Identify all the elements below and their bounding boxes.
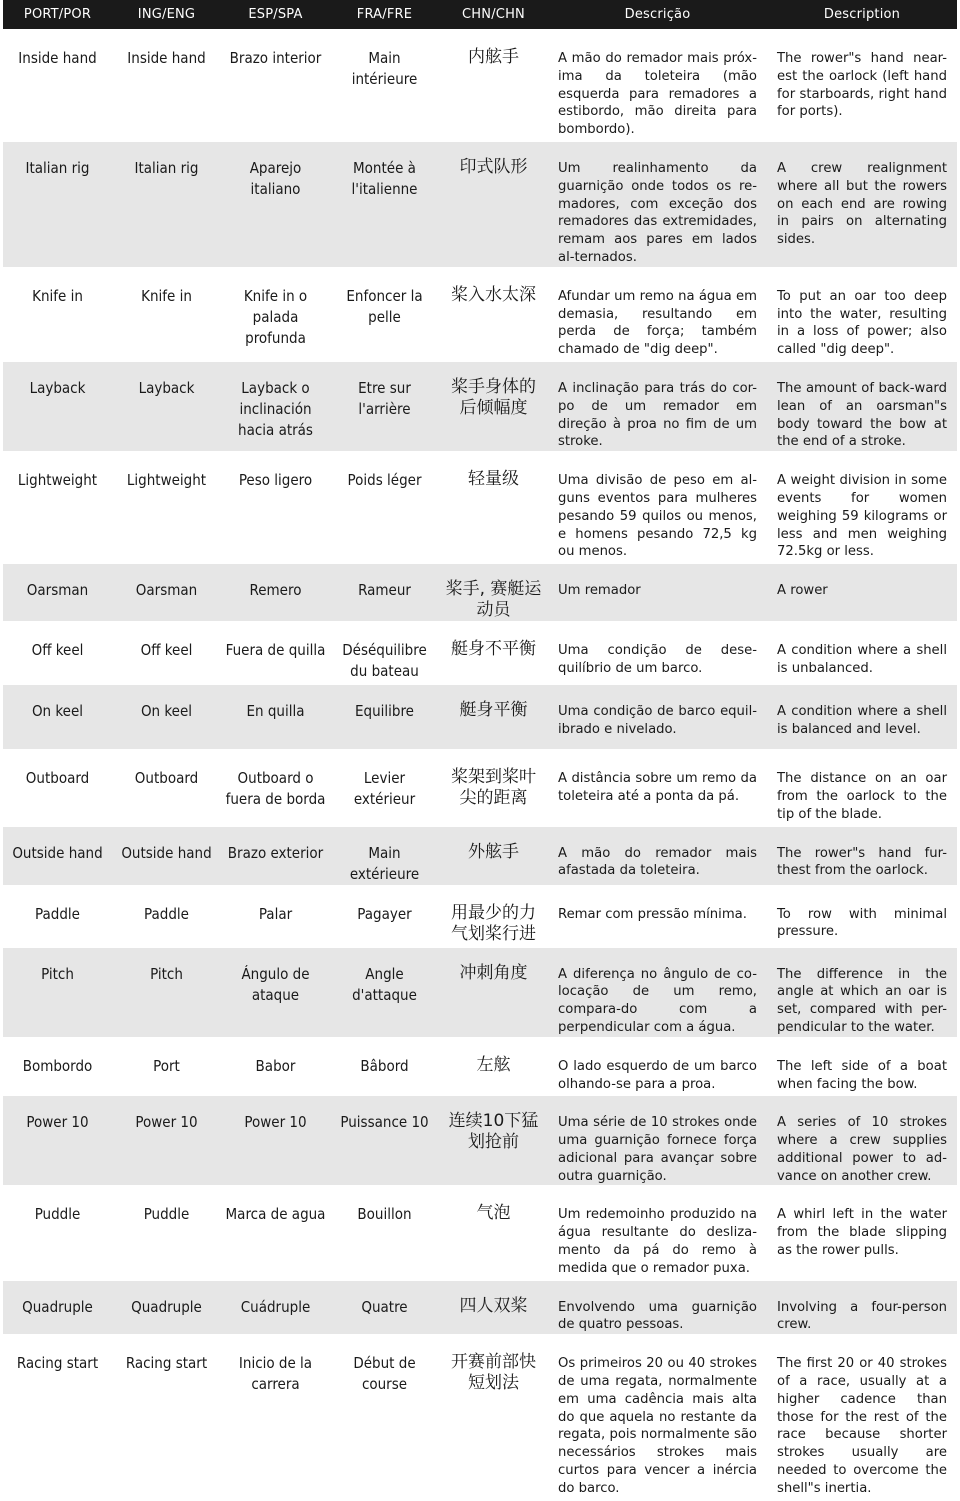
term-por: Racing start	[3, 1336, 112, 1499]
term-eng: Off keel	[112, 623, 221, 684]
term-chn: 艇身平衡	[439, 684, 548, 751]
description-pt: Uma divisão de peso em al-guns eventos para mulheres pesando 59 quilos ou menos, e homens pesando 72,5 kg ou menos.	[548, 453, 767, 563]
description-en: The amount of back-ward lean of an oarsman"s body toward the bow at the end of a stroke.	[767, 360, 957, 452]
description-pt: A diferença no ângulo de co-locação de um remo, compara-do com a perpendicular com a água.	[548, 946, 767, 1038]
term-por: Lightweight	[3, 453, 112, 563]
term-spa: Outboard o fuera de borda	[221, 751, 330, 825]
term-chn: 开赛前部快短划法	[439, 1336, 548, 1499]
term-spa: Layback o inclinación hacia atrás	[221, 360, 330, 452]
term-por: Knife in	[3, 268, 112, 360]
term-eng: Power 10	[112, 1095, 221, 1187]
term-spa: Fuera de quilla	[221, 623, 330, 684]
description-pt: Envolvendo uma guarnição de quatro pessoas.	[548, 1279, 767, 1336]
term-fra: Pagayer	[330, 886, 439, 946]
term-eng: Layback	[112, 360, 221, 452]
term-eng: Lightweight	[112, 453, 221, 563]
term-chn: 四人双桨	[439, 1279, 548, 1336]
description-pt: A mão do remador mais afastada da toleteira.	[548, 825, 767, 886]
header-spa: ESP/SPA	[221, 0, 330, 31]
description-en: To put an oar too deep into the water, resulting in a loss of power; also called "dig deep".	[767, 268, 957, 360]
description-en: A condition where a shell is balanced and level.	[767, 684, 957, 751]
description-pt: Um realinhamento da guarnição onde todos os re-madores, com exceção dos remadores das extremidades, remam aos pares em lados al-ternados.	[548, 140, 767, 268]
term-fra: Main intérieure	[330, 31, 439, 141]
term-eng: Paddle	[112, 886, 221, 946]
term-eng: Racing start	[112, 1336, 221, 1499]
term-por: Pitch	[3, 946, 112, 1038]
description-pt: O lado esquerdo de um barco olhando-se para a proa.	[548, 1038, 767, 1095]
description-en: The rower"s hand near-est the oarlock (left hand for starboards, right hand for ports).	[767, 31, 957, 141]
term-eng: Outboard	[112, 751, 221, 825]
description-en: A condition where a shell is unbalanced.	[767, 623, 957, 684]
header-desc-en: Description	[767, 0, 957, 31]
term-por: Oarsman	[3, 563, 112, 623]
table-row	[3, 268, 957, 360]
term-spa: Inicio de la carrera	[221, 1336, 330, 1499]
term-fra: Etre sur l'arrière	[330, 360, 439, 452]
term-fra: Enfoncer la pelle	[330, 268, 439, 360]
term-fra: Début de course	[330, 1336, 439, 1499]
term-por: Layback	[3, 360, 112, 452]
term-spa: Palar	[221, 886, 330, 946]
term-por: Inside hand	[3, 31, 112, 141]
description-pt: A mão do remador mais próx-ima da toleteira (mão esquerda para remadores a estibordo, mão direita para bombordo).	[548, 31, 767, 141]
table-row	[3, 1336, 957, 1499]
term-por: On keel	[3, 684, 112, 751]
term-eng: Italian rig	[112, 140, 221, 268]
term-chn: 桨架到桨叶尖的距离	[439, 751, 548, 825]
table-row	[3, 623, 957, 684]
description-en: Involving a four-person crew.	[767, 1279, 957, 1336]
term-fra: Equilibre	[330, 684, 439, 751]
table-row	[3, 563, 957, 623]
table-row	[3, 886, 957, 946]
term-fra: Quatre	[330, 1279, 439, 1336]
term-spa: Brazo interior	[221, 31, 330, 141]
term-chn: 轻量级	[439, 453, 548, 563]
term-eng: Outside hand	[112, 825, 221, 886]
term-por: Italian rig	[3, 140, 112, 268]
glossary-table	[3, 0, 957, 1501]
term-por: Quadruple	[3, 1279, 112, 1336]
table-row	[3, 360, 957, 452]
description-en: A whirl left in the water from the blade slipping as the rower pulls.	[767, 1187, 957, 1279]
term-eng: On keel	[112, 684, 221, 751]
term-chn: 气泡	[439, 1187, 548, 1279]
description-en: A rower	[767, 563, 957, 623]
description-pt: A inclinação para trás do cor-po de um remador em direção à proa no fim de um stroke.	[548, 360, 767, 452]
term-chn: 冲刺角度	[439, 946, 548, 1038]
term-spa: Power 10	[221, 1095, 330, 1187]
description-en: A crew realignment where all but the rowers on each end are rowing in pairs on alternating sides.	[767, 140, 957, 268]
term-spa: Peso ligero	[221, 453, 330, 563]
description-pt: Os primeiros 20 ou 40 strokes de uma regata, normalmente em uma cadência mais alta do que aquela no restante da regata, pois normalmente são necessários strokes mais curtos para vencer a inércia do barco.	[548, 1336, 767, 1499]
term-chn: 用最少的力气划桨行进	[439, 886, 548, 946]
term-chn: 内舷手	[439, 31, 548, 141]
description-en: A weight division in some events for women weighing 59 kilograms or less and men weighing 72.5kg or less.	[767, 453, 957, 563]
description-en: The difference in the angle at which an oar is set, compared with per-pendicular to the water.	[767, 946, 957, 1038]
header-desc-pt: Descrição	[548, 0, 767, 31]
table-row	[3, 1187, 957, 1279]
header-row	[3, 0, 957, 31]
term-por: Power 10	[3, 1095, 112, 1187]
term-fra: Angle d'attaque	[330, 946, 439, 1038]
description-pt: Um remador	[548, 563, 767, 623]
description-en: The rower"s hand fur-thest from the oarlock.	[767, 825, 957, 886]
term-fra: Main extérieure	[330, 825, 439, 886]
description-en: The distance on an oar from the oarlock to the tip of the blade.	[767, 751, 957, 825]
description-en: The left side of a boat when facing the bow.	[767, 1038, 957, 1095]
term-por: Paddle	[3, 886, 112, 946]
term-eng: Inside hand	[112, 31, 221, 141]
term-fra: Puissance 10	[330, 1095, 439, 1187]
term-fra: Bâbord	[330, 1038, 439, 1095]
term-fra: Bouillon	[330, 1187, 439, 1279]
term-por: Bombordo	[3, 1038, 112, 1095]
term-por: Puddle	[3, 1187, 112, 1279]
term-chn: 桨手身体的后倾幅度	[439, 360, 548, 452]
term-eng: Pitch	[112, 946, 221, 1038]
table-row	[3, 1038, 957, 1095]
term-spa: Aparejo italiano	[221, 140, 330, 268]
table-row	[3, 453, 957, 563]
table-row	[3, 684, 957, 751]
table-row	[3, 825, 957, 886]
term-chn: 桨手, 赛艇运动员	[439, 563, 548, 623]
term-fra: Déséquilibre du bateau	[330, 623, 439, 684]
description-en: To row with minimal pressure.	[767, 886, 957, 946]
description-pt: Uma condição de barco equil-ibrado e nivelado.	[548, 684, 767, 751]
term-eng: Oarsman	[112, 563, 221, 623]
description-pt: Uma condição de dese-quilíbrio de um barco.	[548, 623, 767, 684]
term-spa: Knife in o palada profunda	[221, 268, 330, 360]
term-spa: Ángulo de ataque	[221, 946, 330, 1038]
term-chn: 外舷手	[439, 825, 548, 886]
description-en: A series of 10 strokes where a crew supplies additional power to ad-vance on another crew.	[767, 1095, 957, 1187]
term-eng: Puddle	[112, 1187, 221, 1279]
table-row	[3, 140, 957, 268]
term-spa: Brazo exterior	[221, 825, 330, 886]
term-eng: Knife in	[112, 268, 221, 360]
term-spa: Cuádruple	[221, 1279, 330, 1336]
term-fra: Poids léger	[330, 453, 439, 563]
description-pt: Remar com pressão mínima.	[548, 886, 767, 946]
description-pt: A distância sobre um remo da toleteira até a ponta da pá.	[548, 751, 767, 825]
term-spa: Remero	[221, 563, 330, 623]
term-por: Outboard	[3, 751, 112, 825]
header-fra: FRA/FRE	[330, 0, 439, 31]
term-eng: Port	[112, 1038, 221, 1095]
term-spa: En quilla	[221, 684, 330, 751]
table-row	[3, 1095, 957, 1187]
term-spa: Marca de agua	[221, 1187, 330, 1279]
term-chn: 连续10下猛划抢前	[439, 1095, 548, 1187]
description-pt: Um redemoinho produzido na água resultante do desliza-mento da pá do remo à medida que o remador puxa.	[548, 1187, 767, 1279]
term-chn: 桨入水太深	[439, 268, 548, 360]
term-fra: Rameur	[330, 563, 439, 623]
table-row	[3, 946, 957, 1038]
term-chn: 印式队形	[439, 140, 548, 268]
table-row	[3, 751, 957, 825]
term-fra: Montée à l'italienne	[330, 140, 439, 268]
term-fra: Levier extérieur	[330, 751, 439, 825]
term-eng: Quadruple	[112, 1279, 221, 1336]
description-pt: Afundar um remo na água em demasia, resultando em perda de força; também chamado de "dig deep".	[548, 268, 767, 360]
term-chn: 左舷	[439, 1038, 548, 1095]
term-chn: 艇身不平衡	[439, 623, 548, 684]
table-row	[3, 31, 957, 141]
header-chn: CHN/CHN	[439, 0, 548, 31]
term-spa: Babor	[221, 1038, 330, 1095]
table-row	[3, 1279, 957, 1336]
term-por: Outside hand	[3, 825, 112, 886]
term-por: Off keel	[3, 623, 112, 684]
description-pt: Uma série de 10 strokes onde uma guarnição fornece força adicional para avançar sobre outra guarnição.	[548, 1095, 767, 1187]
description-en: The first 20 or 40 strokes of a race, usually at a higher cadence than those for the rest of the race because shorter strokes usually are needed to overcome the shell"s inertia.	[767, 1336, 957, 1499]
header-eng: ING/ENG	[112, 0, 221, 31]
header-por: PORT/POR	[3, 0, 112, 31]
